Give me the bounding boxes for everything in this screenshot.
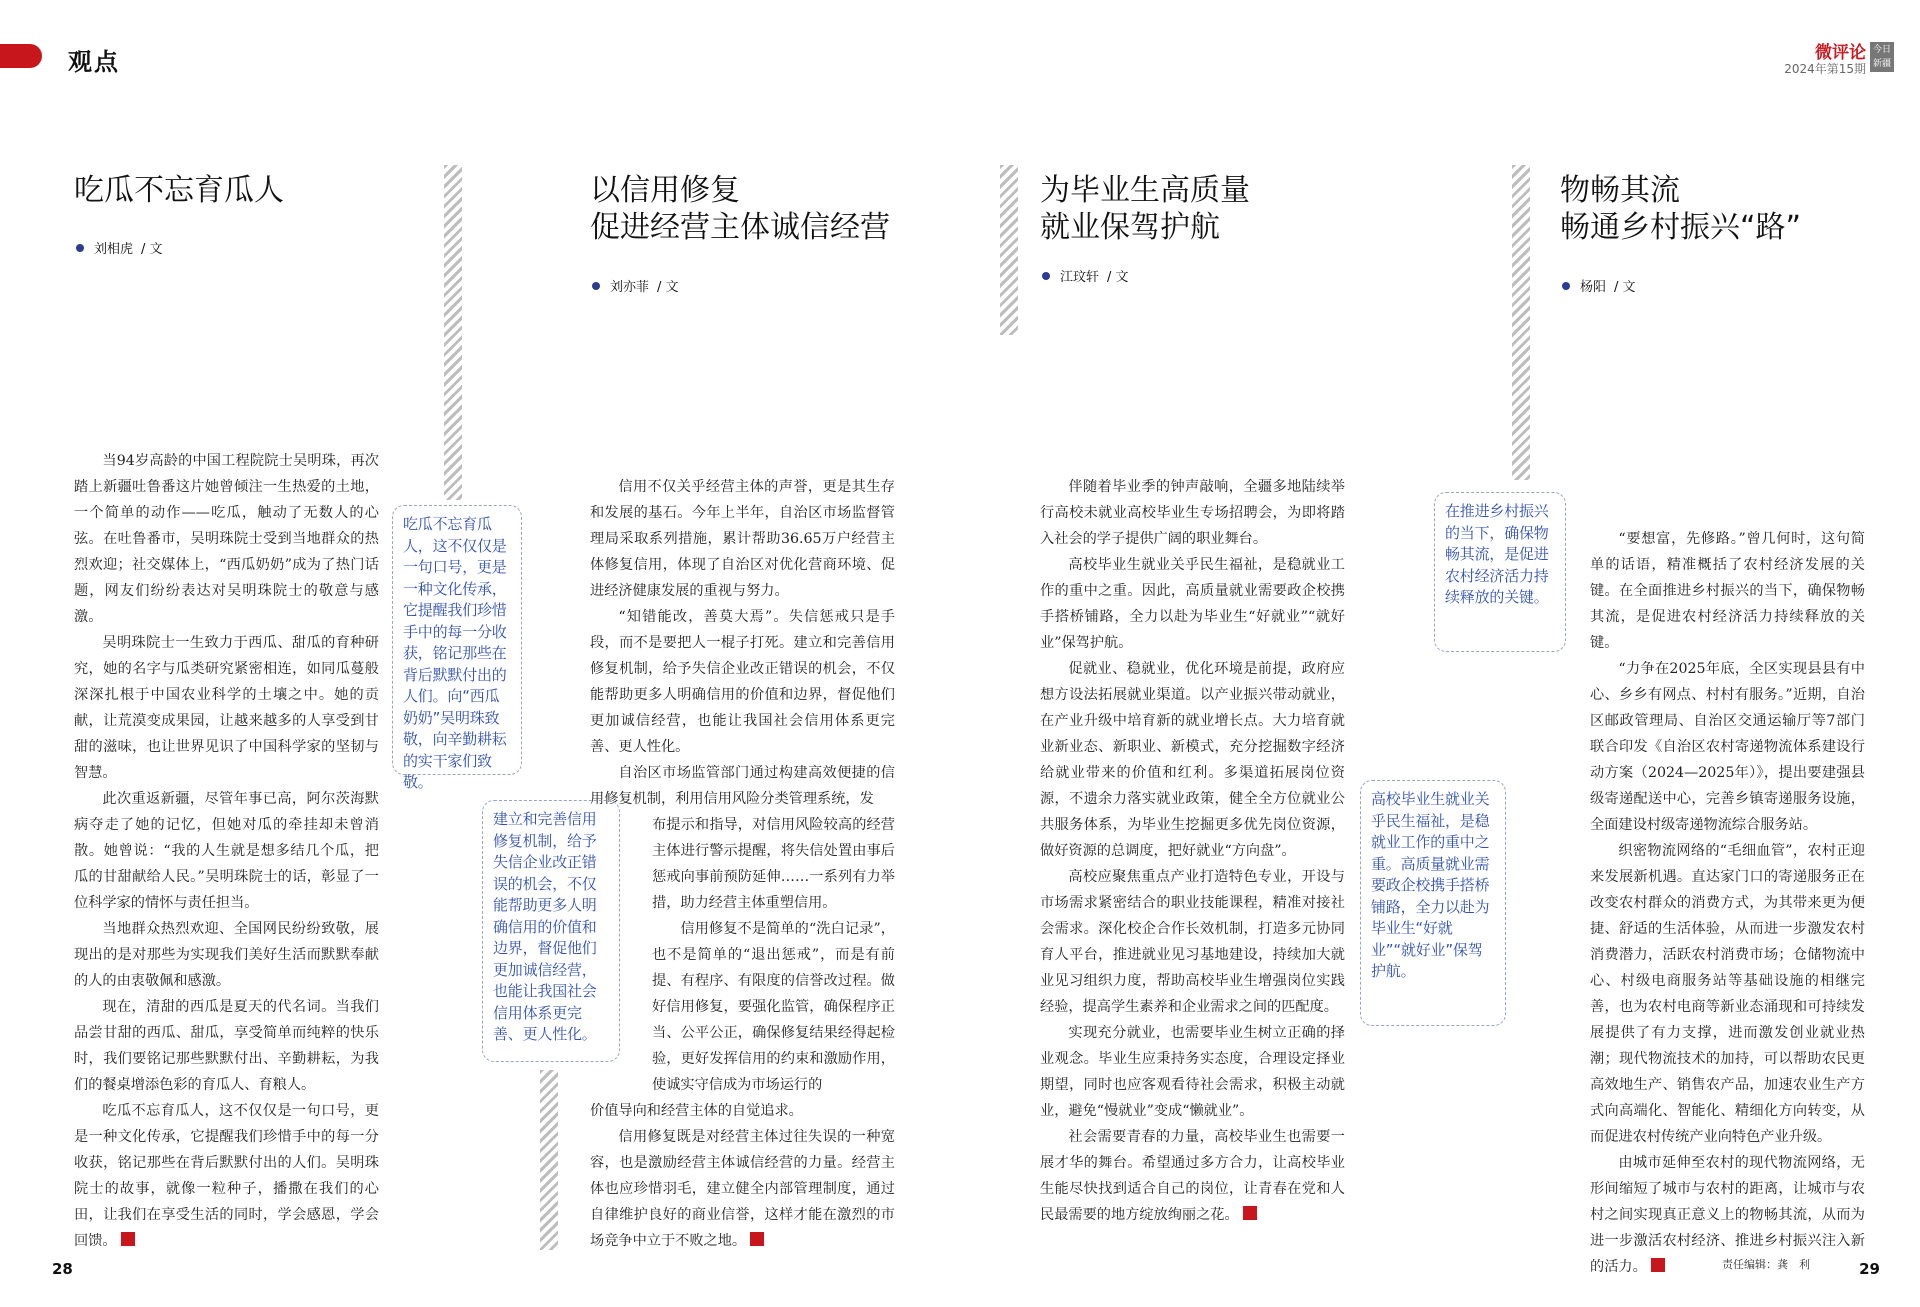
article-3-pullquote — [1360, 780, 1506, 1026]
page-number-left: 28 — [52, 1260, 73, 1278]
paragraph: 促就业、稳就业，优化环境是前提，政府应想方设法拓展就业渠道。以产业振兴带动就业，在产业升级中培育新的就业增长点。大力培育就业新业态、新职业、新模式，充分挖掘数字经济给就业带来的价值和红利。多渠道拓展岗位资源，不遗余力落实就业政策，健全全方位就业公共服务体系，为毕业生挖掘更多优先岗位资源，做好资源的总调度，把好就业“方向盘”。 — [1040, 661, 1345, 859]
divider-stripe-2 — [1000, 165, 1018, 335]
byline-suffix: / 文 — [1614, 280, 1636, 295]
paragraph-text: 信用修复既是对经营主体过往失误的一种宽容，也是激励经营主体诚信经营的力量。经营主体也应珍惜羽毛，建立健全内部管理制度，通过自律维护良好的商业信誉，这样才能在激烈的市场竞争中立于不败之地。 — [590, 1129, 895, 1249]
article-4-byline — [1562, 276, 1636, 295]
article-1-pullquote — [392, 505, 522, 791]
author-name: 刘亦菲 — [610, 280, 650, 295]
article-1-byline — [76, 238, 163, 257]
issue-number: 2024年第15期 — [1784, 62, 1866, 76]
byline-dot — [76, 244, 84, 252]
editor-credit: 责任编辑：龚 利 — [1722, 1258, 1810, 1271]
divider-stripe-1-bottom — [540, 1070, 558, 1250]
end-mark-icon — [1243, 1206, 1257, 1220]
paragraph-text: 社会需要青春的力量，高校毕业生也需要一展才华的舞台。希望通过多方合力，让高校毕业生能尽快找到适合自己的岗位，让青春在党和人民最需要的地方绽放绚丽之花。 — [1040, 1129, 1345, 1223]
article-2-body-inset — [652, 812, 895, 1098]
end-mark-icon — [750, 1232, 764, 1246]
paragraph: 现在，清甜的西瓜是夏天的代名词。当我们品尝甘甜的西瓜、甜瓜，享受简单而纯粹的快乐时，我们要铭记那些默默付出、辛勤耕耘，为我们的餐桌增添色彩的育瓜人、育粮人。 — [74, 999, 379, 1093]
paragraph: 自治区市场监管部门通过构建高效便捷的信用修复机制，利用信用风险分类管理系统，发 — [590, 765, 895, 807]
author-name: 杨阳 — [1580, 280, 1607, 295]
end-mark-icon — [1651, 1258, 1665, 1272]
paragraph: 布提示和指导，对信用风险较高的经营主体进行警示提醒，将失信处置由事后惩戒向事前预防延伸……一系列有力举措，助力经营主体重塑信用。 — [652, 817, 895, 911]
article-2-pullquote — [482, 800, 620, 1062]
article-1-title — [74, 172, 284, 209]
paragraph — [590, 1124, 895, 1254]
pullquote-text: 吃瓜不忘育瓜人，这不仅仅是一句口号，更是一种文化传承，它提醒我们珍惜手中的每一分收获，铭记那些在背后默默付出的人们。向“西瓜奶奶”吴明珠致敬，向辛勤耕耘的实干家们致敬。 — [403, 515, 507, 791]
paragraph: “要想富，先修路。”曾几何时，这句简单的话语，精准概括了农村经济发展的关键。在全面推进乡村振兴的当下，确保物畅其流，是促进农村经济活力持续释放的关键。 — [1590, 531, 1865, 651]
paragraph-text: 吃瓜不忘育瓜人，这不仅仅是一句口号，更是一种文化传承，它提醒我们珍惜手中的每一分收获，铭记那些在背后默默付出的人们。吴明珠院士的故事，就像一粒种子，播撒在我们的心田，让我们在享受生活的同时，学会感恩，学会回馈。 — [74, 1103, 379, 1249]
paragraph: 当94岁高龄的中国工程院院士吴明珠，再次踏上新疆吐鲁番这片她曾倾注一生热爱的土地，一个简单的动作——吃瓜，触动了无数人的心弦。在吐鲁番市，吴明珠院士受到当地群众的热烈欢迎；社交媒体上，“西瓜奶奶”成为了热门话题，网友们纷纷表达对吴明珠院士的敬意与感激。 — [74, 453, 379, 625]
paragraph: 信用不仅关乎经营主体的声誉，更是其生存和发展的基石。今年上半年，自治区市场监督管理局采取系列措施，累计帮助36.65万户经营主体修复信用，体现了自治区对优化营商环境、促进经济健康发展的重视与努力。 — [590, 479, 895, 599]
author-name: 江玟轩 — [1060, 270, 1100, 285]
article-3-body — [1040, 474, 1345, 1228]
paragraph: 吴明珠院士一生致力于西瓜、甜瓜的育种研究，她的名字与瓜类研究紧密相连，如同瓜蔓般深深扎根于中国农业科学的土壤之中。她的贡献，让荒漠变成果园，让越来越多的人享受到甘甜的滋味，也让世界见识了中国科学家的坚韧与智慧。 — [74, 635, 379, 781]
masthead — [1784, 44, 1866, 76]
paragraph: 价值导向和经营主体的自觉追求。 — [590, 1103, 803, 1119]
paragraph: “力争在2025年底，全区实现县县有中心、乡乡有网点、村村有服务。”近期，自治区邮政管理局、自治区交通运输厅等7部门联合印发《自治区农村寄递物流体系建设行动方案（2024—2025年）》，提出要建强县级寄递配送中心，完善乡镇寄递服务设施，全面建设村级寄递物流综合服务站。 — [1590, 661, 1865, 833]
section-label: 观点 — [68, 48, 120, 76]
byline-dot — [592, 282, 600, 290]
paragraph: 实现充分就业，也需要毕业生树立正确的择业观念。毕业生应秉持务实态度，合理设定择业期望，同时也应客观看待社会需求，积极主动就业，避免“慢就业”变成“懒就业”。 — [1040, 1025, 1345, 1119]
byline-dot — [1042, 272, 1050, 280]
paragraph: 当地群众热烈欢迎、全国网民纷纷致敬，展现出的是对那些为实现我们美好生活而默默奉献的人的由衷敬佩和感激。 — [74, 921, 379, 989]
title-line: 就业保驾护航 — [1040, 210, 1220, 245]
author-name: 刘相虎 — [94, 242, 134, 257]
paragraph — [74, 1098, 379, 1254]
title-line: 物畅其流 — [1560, 173, 1680, 208]
paragraph: 此次重返新疆，尽管年事已高，阿尔茨海默病夺走了她的记忆，但她对瓜的牵挂却未曾消散。她曾说：“我的人生就是想多结几个瓜，把瓜的甘甜献给人民。”吴明珠院士的话，彰显了一位科学家的情怀与责任担当。 — [74, 791, 379, 911]
article-4-body — [1590, 526, 1865, 1280]
title-line: 以信用修复 — [590, 173, 740, 208]
byline-dot — [1562, 282, 1570, 290]
byline-suffix: / 文 — [1107, 270, 1129, 285]
end-mark-icon — [121, 1232, 135, 1246]
badge-logo: 今日新疆 — [1870, 42, 1894, 72]
article-2-title — [590, 172, 890, 246]
article-1-body — [74, 448, 379, 1254]
title-line: 畅通乡村振兴“路” — [1560, 210, 1802, 245]
title-line: 为毕业生高质量 — [1040, 173, 1250, 208]
title-line: 吃瓜不忘育瓜人 — [74, 173, 284, 208]
paragraph-text: 由城市延伸至农村的现代物流网络，无形间缩短了城市与农村的距离，让城市与农村之间实现真正意义上的物畅其流，从而为进一步激活农村经济、推进乡村振兴注入新的活力。 — [1590, 1155, 1865, 1275]
article-4-pullquote — [1434, 492, 1566, 652]
paragraph: “知错能改，善莫大焉”。失信惩戒只是手段，而不是要把人一棍子打死。建立和完善信用修复机制，给予失信企业改正错误的机会，不仅能帮助更多人明确信用的价值和边界，督促他们更加诚信经营，也能让我国社会信用体系更完善、更人性化。 — [590, 609, 895, 755]
byline-suffix: / 文 — [141, 242, 163, 257]
paragraph — [1040, 1124, 1345, 1228]
pullquote-text: 建立和完善信用修复机制，给予失信企业改正错误的机会，不仅能帮助更多人明确信用的价值和边界，督促他们更加诚信经营，也能让我国社会信用体系更完善、更人性化。 — [493, 810, 597, 1043]
paragraph: 伴随着毕业季的钟声敲响，全疆多地陆续举行高校未就业高校毕业生专场招聘会，为即将踏入社会的学子提供广阔的职业舞台。 — [1040, 479, 1345, 547]
page-number-right: 29 — [1859, 1260, 1880, 1278]
article-4-title — [1560, 172, 1801, 246]
paragraph: 信用修复不是简单的“洗白记录”，也不是简单的“退出惩戒”，而是有前提、有程序、有限度的信誉改过程。做好信用修复，要强化监管，确保程序正当、公平公正，确保修复结果经得起检验，更好发挥信用的约束和激励作用，使诚实守信成为市场运行的 — [652, 921, 895, 1093]
article-2-byline — [592, 276, 679, 295]
paragraph: 高校应聚焦重点产业打造特色专业，开设与市场需求紧密结合的职业技能课程，精准对接社会需求。深化校企合作长效机制，打造多元协同育人平台，推进就业见习基地建设，持续加大就业见习组织力度，帮助高校毕业生增强岗位实践经验，提高学生素养和企业需求之间的匹配度。 — [1040, 869, 1345, 1015]
article-3-byline — [1042, 266, 1129, 285]
article-2-body-top — [590, 474, 895, 812]
article-3-title — [1040, 172, 1250, 246]
pullquote-text: 高校毕业生就业关乎民生福祉，是稳就业工作的重中之重。高质量就业需要政企校携手搭桥铺路，全力以赴为毕业生“好就业”“就好业”保驾护航。 — [1371, 790, 1490, 980]
pullquote-text: 在推进乡村振兴的当下，确保物畅其流，是促进农村经济活力持续释放的关键。 — [1445, 502, 1549, 606]
brand-name: 微评论 — [1815, 43, 1866, 63]
divider-stripe-1-top — [444, 165, 462, 500]
article-2-body-bottom — [590, 1098, 895, 1254]
section-tab — [0, 44, 42, 68]
paragraph: 高校毕业生就业关乎民生福祉，是稳就业工作的重中之重。因此，高质量就业需要政企校携手搭桥铺路，全力以赴为毕业生“好就业”“就好业”保驾护航。 — [1040, 557, 1345, 651]
title-line: 促进经营主体诚信经营 — [590, 210, 890, 245]
byline-suffix: / 文 — [657, 280, 679, 295]
divider-stripe-3 — [1512, 165, 1530, 480]
paragraph: 织密物流网络的“毛细血管”，农村正迎来发展新机遇。直达家门口的寄递服务正在改变农村群众的消费方式，为其带来更为便捷、舒适的生活体验，从而进一步激发农村消费潜力，活跃农村消费市场；仓储物流中心、村级电商服务站等基础设施的相继完善，也为农村电商等新业态涌现和可持续发展提供了有力支撑，进而激发创业就业热潮；现代物流技术的加持，可以帮助农民更高效地生产、销售农产品，加速农业生产方式向高端化、智能化、精细化方向转变，从而促进农村传统产业向特色产业升级。 — [1590, 843, 1865, 1145]
